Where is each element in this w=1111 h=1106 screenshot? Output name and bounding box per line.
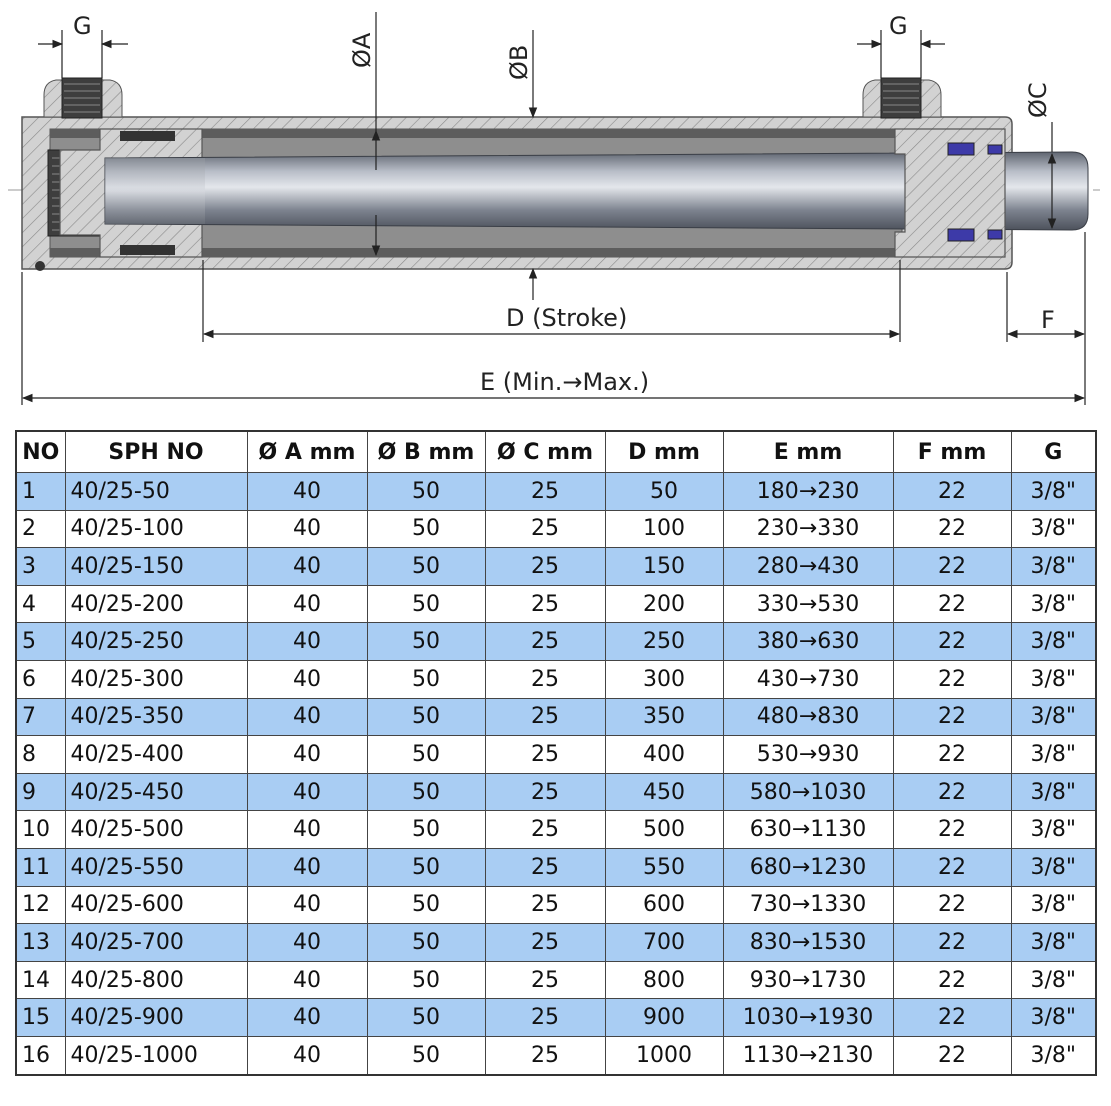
table-row [16,623,1096,661]
cell-sph-no: 40/25-1000 [65,1036,247,1074]
table-row [16,924,1096,962]
col-header-sph-no: SPH NO [65,431,247,473]
cell-c: 25 [485,1036,605,1074]
cell-b: 50 [367,848,485,886]
cell-sph-no: 40/25-400 [65,736,247,774]
cell-no: 12 [16,886,65,924]
table-row [16,660,1096,698]
cell-c: 25 [485,924,605,962]
port-right [863,78,941,118]
cell-e: 1130→2130 [723,1036,893,1074]
cell-e: 830→1530 [723,924,893,962]
cell-e: 380→630 [723,623,893,661]
cell-no: 11 [16,848,65,886]
table-row [16,811,1096,849]
table-row [16,585,1096,623]
col-header-a: Ø A mm [247,431,367,473]
cell-no: 9 [16,773,65,811]
cell-e: 930→1730 [723,961,893,999]
cell-d: 800 [605,961,723,999]
cell-sph-no: 40/25-800 [65,961,247,999]
cell-g: 3/8" [1011,736,1096,774]
cell-f: 22 [893,510,1011,548]
cell-no: 1 [16,473,65,511]
cell-c: 25 [485,773,605,811]
cell-g: 3/8" [1011,961,1096,999]
cylinder-drawing [0,0,1111,420]
cell-e: 1030→1930 [723,999,893,1037]
cell-c: 25 [485,811,605,849]
cell-g: 3/8" [1011,698,1096,736]
cell-no: 14 [16,961,65,999]
cell-a: 40 [247,961,367,999]
cell-d: 450 [605,773,723,811]
cell-f: 22 [893,811,1011,849]
table-body [16,473,1096,1075]
cell-a: 40 [247,1036,367,1074]
cell-b: 50 [367,811,485,849]
cell-e: 430→730 [723,660,893,698]
cell-c: 25 [485,548,605,586]
cell-g: 3/8" [1011,999,1096,1037]
cell-e: 730→1330 [723,886,893,924]
cell-a: 40 [247,773,367,811]
cell-sph-no: 40/25-150 [65,548,247,586]
table-row [16,773,1096,811]
cell-b: 50 [367,473,485,511]
cell-f: 22 [893,660,1011,698]
cell-d: 1000 [605,1036,723,1074]
cell-b: 50 [367,999,485,1037]
cell-e: 480→830 [723,698,893,736]
table-row [16,961,1096,999]
cell-g: 3/8" [1011,585,1096,623]
cell-c: 25 [485,999,605,1037]
cell-e: 180→230 [723,473,893,511]
cell-a: 40 [247,660,367,698]
cell-sph-no: 40/25-450 [65,773,247,811]
cell-f: 22 [893,473,1011,511]
table-row [16,698,1096,736]
cell-b: 50 [367,773,485,811]
port-left [44,78,122,118]
cell-e: 280→430 [723,548,893,586]
cell-a: 40 [247,623,367,661]
label-phi-c: ØC [1024,82,1052,118]
cell-g: 3/8" [1011,473,1096,511]
cell-d: 50 [605,473,723,511]
cell-d: 900 [605,999,723,1037]
cell-g: 3/8" [1011,623,1096,661]
cell-c: 25 [485,660,605,698]
cell-a: 40 [247,548,367,586]
cell-no: 13 [16,924,65,962]
col-header-b: Ø B mm [367,431,485,473]
cell-b: 50 [367,548,485,586]
cell-d: 400 [605,736,723,774]
cell-f: 22 [893,886,1011,924]
label-e-minmax: E (Min.→Max.) [480,368,650,396]
cell-b: 50 [367,736,485,774]
label-g-right: G [889,12,908,40]
cell-d: 150 [605,548,723,586]
label-phi-b: ØB [505,44,533,80]
label-phi-a: ØA [348,32,376,68]
cell-f: 22 [893,736,1011,774]
cell-d: 250 [605,623,723,661]
cell-g: 3/8" [1011,811,1096,849]
col-header-d: D mm [605,431,723,473]
cell-f: 22 [893,773,1011,811]
cell-b: 50 [367,585,485,623]
cell-f: 22 [893,585,1011,623]
cell-c: 25 [485,886,605,924]
cell-f: 22 [893,1036,1011,1074]
cell-a: 40 [247,510,367,548]
cell-sph-no: 40/25-500 [65,811,247,849]
cell-c: 25 [485,736,605,774]
cell-a: 40 [247,698,367,736]
cell-a: 40 [247,473,367,511]
cell-a: 40 [247,924,367,962]
cell-a: 40 [247,999,367,1037]
cell-d: 550 [605,848,723,886]
cell-d: 100 [605,510,723,548]
cell-e: 330→530 [723,585,893,623]
cell-e: 230→330 [723,510,893,548]
cell-no: 15 [16,999,65,1037]
cell-no: 4 [16,585,65,623]
cell-b: 50 [367,510,485,548]
cell-sph-no: 40/25-900 [65,999,247,1037]
cell-sph-no: 40/25-100 [65,510,247,548]
cell-b: 50 [367,961,485,999]
cell-sph-no: 40/25-200 [65,585,247,623]
cell-no: 10 [16,811,65,849]
cell-c: 25 [485,473,605,511]
cell-f: 22 [893,999,1011,1037]
cell-f: 22 [893,623,1011,661]
cell-sph-no: 40/25-50 [65,473,247,511]
col-header-no: NO [16,431,65,473]
col-header-c: Ø C mm [485,431,605,473]
cell-no: 8 [16,736,65,774]
cell-no: 7 [16,698,65,736]
cell-c: 25 [485,848,605,886]
cell-d: 500 [605,811,723,849]
cell-f: 22 [893,961,1011,999]
col-header-g: G [1011,431,1096,473]
table-row [16,999,1096,1037]
cell-a: 40 [247,886,367,924]
cell-f: 22 [893,848,1011,886]
col-header-e: E mm [723,431,893,473]
cell-c: 25 [485,585,605,623]
table-row [16,548,1096,586]
cell-c: 25 [485,623,605,661]
cell-sph-no: 40/25-300 [65,660,247,698]
cell-e: 680→1230 [723,848,893,886]
table-row [16,473,1096,511]
cell-sph-no: 40/25-350 [65,698,247,736]
cell-e: 530→930 [723,736,893,774]
cell-sph-no: 40/25-700 [65,924,247,962]
cell-b: 50 [367,698,485,736]
cell-g: 3/8" [1011,886,1096,924]
cell-b: 50 [367,660,485,698]
cell-g: 3/8" [1011,848,1096,886]
cell-c: 25 [485,961,605,999]
cell-sph-no: 40/25-250 [65,623,247,661]
cell-f: 22 [893,548,1011,586]
label-f: F [1041,306,1055,334]
cell-a: 40 [247,811,367,849]
cell-b: 50 [367,1036,485,1074]
cell-a: 40 [247,585,367,623]
cell-a: 40 [247,848,367,886]
cell-e: 580→1030 [723,773,893,811]
cell-d: 200 [605,585,723,623]
cell-no: 16 [16,1036,65,1074]
label-d-stroke: D (Stroke) [506,304,628,332]
cell-g: 3/8" [1011,660,1096,698]
cell-c: 25 [485,698,605,736]
cell-b: 50 [367,924,485,962]
cell-g: 3/8" [1011,548,1096,586]
cell-b: 50 [367,886,485,924]
cell-b: 50 [367,623,485,661]
cell-sph-no: 40/25-550 [65,848,247,886]
cell-no: 2 [16,510,65,548]
cell-no: 5 [16,623,65,661]
cell-e: 630→1130 [723,811,893,849]
cell-d: 600 [605,886,723,924]
cell-f: 22 [893,698,1011,736]
table-row [16,510,1096,548]
label-g-left: G [73,12,92,40]
cell-g: 3/8" [1011,773,1096,811]
cell-d: 350 [605,698,723,736]
table-row [16,848,1096,886]
cell-d: 700 [605,924,723,962]
cell-sph-no: 40/25-600 [65,886,247,924]
table-row [16,736,1096,774]
cell-d: 300 [605,660,723,698]
cell-a: 40 [247,736,367,774]
table-row [16,886,1096,924]
table-row [16,1036,1096,1074]
col-header-f: F mm [893,431,1011,473]
spec-table [15,430,1097,1076]
cell-no: 3 [16,548,65,586]
cell-no: 6 [16,660,65,698]
cell-c: 25 [485,510,605,548]
cell-g: 3/8" [1011,510,1096,548]
cell-g: 3/8" [1011,1036,1096,1074]
cell-g: 3/8" [1011,924,1096,962]
cell-f: 22 [893,924,1011,962]
table-header-row [16,431,1096,473]
